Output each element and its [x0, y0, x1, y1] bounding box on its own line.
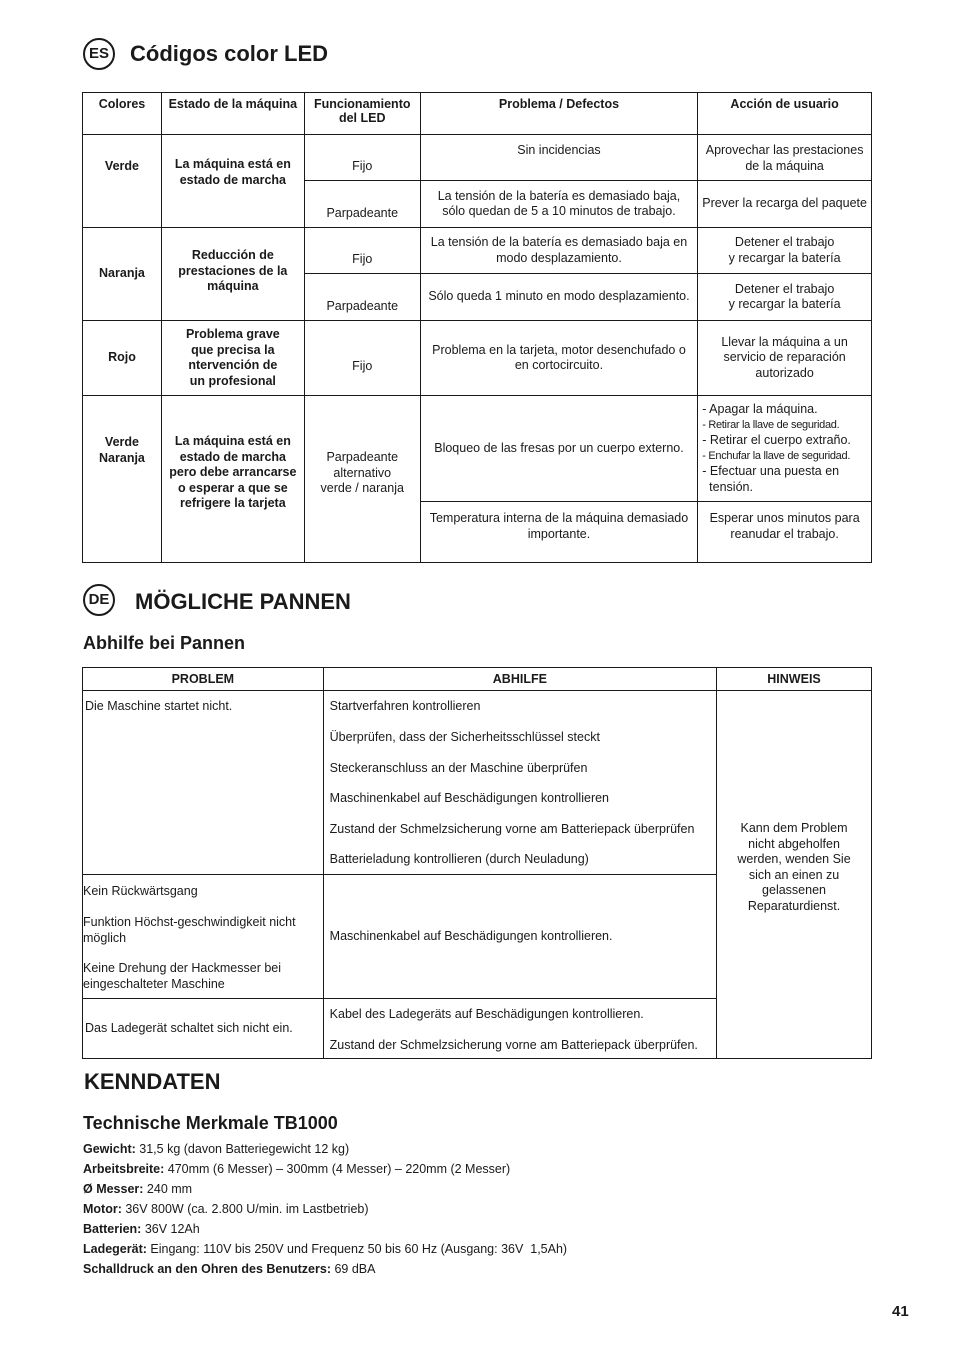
action-line: y recargar la batería: [728, 250, 841, 265]
spec-item: [83, 1261, 567, 1281]
spec-item: [83, 1221, 567, 1241]
column-header: Acción de usuario: [698, 93, 872, 135]
action-line: - Enchufar la llave de seguridad.: [702, 449, 851, 462]
problem-cell: [83, 999, 324, 1059]
action-line: tensión.: [702, 479, 753, 494]
remedy-cell: [323, 999, 716, 1059]
action-line: Detener el trabajo: [734, 235, 835, 249]
problem-cell: [83, 691, 324, 875]
action-line: - Apagar la máquina.: [702, 402, 818, 416]
action-cell: Aprovechar las prestaciones de la máquina: [698, 135, 872, 181]
action-cell: [698, 396, 872, 502]
state-cell: [161, 321, 304, 396]
table-header-row: [83, 93, 872, 135]
state-cell: La máquina está en estado de marcha pero debe arrancarse o esperar a que se refrigere la tarjeta: [161, 396, 304, 563]
spec-item: [83, 1181, 567, 1201]
action-cell: [698, 274, 872, 321]
spec-value: 69 dBA: [330, 1262, 376, 1276]
table-row: [83, 691, 872, 875]
remedy-cell: [323, 875, 716, 999]
spec-value: 36V 12Ah: [141, 1222, 200, 1236]
column-header: Funcionamiento del LED: [304, 93, 420, 135]
state-line: que precisa la: [191, 342, 275, 357]
spec-item: [83, 1241, 567, 1261]
led-code-table: [82, 92, 872, 563]
remedy-line: Maschinenkabel auf Beschädigungen kontrollieren: [329, 791, 610, 805]
spec-value: Eingang: 110V bis 250V und Frequenz 50 bis 60 Hz (Ausgang: 36V 1,5Ah): [146, 1242, 568, 1256]
color-line: Verde: [104, 435, 139, 449]
spec-list: [83, 1141, 567, 1281]
spec-label: Ø Messer:: [83, 1182, 144, 1196]
problem-cell: Temperatura interna de la máquina demasiado importante.: [420, 502, 698, 563]
hint-text: Kann dem Problem nicht abgeholfen werden, wenden Sie sich an einen zu gelassenen Reparaturdienst.: [737, 821, 851, 913]
problem-text: Funktion Höchst-geschwindigkeit nicht möglich: [83, 915, 296, 945]
table-row: [83, 321, 872, 396]
problem-cell: Sin incidencias: [420, 135, 698, 181]
color-line: Naranja: [99, 450, 145, 465]
action-cell: Llevar la máquina a un servicio de reparación autorizado: [698, 321, 872, 396]
led-line: alternativo: [333, 465, 392, 480]
remedy-line: Überprüfen, dass der Sicherheitsschlüssel steckt: [329, 730, 600, 744]
state-line: Problema grave: [185, 327, 280, 341]
spec-label: Arbeitsbreite:: [83, 1162, 165, 1176]
action-line: - Retirar el cuerpo extraño.: [702, 433, 851, 447]
page-number: 41: [892, 1303, 909, 1320]
spec-item: [83, 1161, 567, 1181]
remedy-line: Zustand der Schmelzsicherung vorne am Batteriepack überprüfen.: [329, 1038, 698, 1052]
led-cell: Fijo: [304, 321, 420, 396]
problem-cell: Bloqueo de las fresas por un cuerpo externo.: [420, 396, 698, 502]
led-line: verde / naranja: [320, 481, 404, 495]
spec-value: 36V 800W (ca. 2.800 U/min. im Lastbetrieb): [121, 1202, 369, 1216]
column-header: ABHILFE: [323, 668, 716, 691]
led-cell: Fijo: [304, 135, 420, 181]
remedy-line: Maschinenkabel auf Beschädigungen kontrollieren.: [329, 928, 613, 943]
column-header: HINWEIS: [717, 668, 872, 691]
table-row: [83, 396, 872, 502]
action-line: - Efectuar una puesta en: [702, 464, 840, 478]
section-title-led-codes: Códigos color LED: [130, 41, 328, 66]
section-subtitle-abhilfe: Abhilfe bei Pannen: [83, 633, 246, 653]
column-header: Estado de la máquina: [161, 93, 304, 135]
led-cell: Parpadeante: [304, 181, 420, 228]
problem-text: Kein Rückwärtsgang: [83, 884, 198, 898]
action-cell: Esperar unos minutos para reanudar el trabajo.: [698, 502, 872, 563]
problem-text: Die Maschine startet nicht.: [85, 699, 233, 713]
problem-cell: La tensión de la batería es demasiado baja, sólo quedan de 5 a 10 minutos de trabajo.: [420, 181, 698, 228]
spec-label: Schalldruck an den Ohren des Benutzers:: [83, 1262, 331, 1276]
problem-text: Das Ladegerät schaltet sich nicht ein.: [85, 1020, 293, 1035]
language-badge-de: DE: [83, 584, 115, 616]
spec-label: Ladegerät:: [83, 1242, 147, 1256]
state-cell: La máquina está en estado de marcha: [161, 135, 304, 228]
led-cell: Parpadeante: [304, 274, 420, 321]
problem-cell: Problema en la tarjeta, motor desenchufado o en cortocircuito.: [420, 321, 698, 396]
spec-value: 240 mm: [143, 1182, 193, 1196]
state-line: un profesional: [189, 373, 276, 388]
section-title-pannen: MÖGLICHE PANNEN: [135, 589, 351, 614]
led-cell: [304, 396, 420, 563]
spec-value: 470mm (6 Messer) – 300mm (4 Messer) – 220mm (2 Messer): [164, 1162, 511, 1176]
state-line: ntervención de: [188, 358, 278, 372]
led-line: Parpadeante: [326, 450, 399, 464]
action-cell: Prever la recarga del paquete: [698, 181, 872, 228]
column-header: Colores: [83, 93, 162, 135]
action-cell: [698, 228, 872, 274]
color-cell: Naranja: [83, 228, 162, 321]
hint-cell: [717, 691, 872, 1059]
table-header-row: [83, 668, 872, 691]
spec-label: Motor:: [83, 1202, 122, 1216]
problem-cell: La tensión de la batería es demasiado baja en modo desplazamiento.: [420, 228, 698, 274]
spec-item: [83, 1141, 567, 1161]
problem-text: Keine Drehung der Hackmesser bei eingeschalteter Maschine: [83, 961, 282, 991]
table-row: [83, 135, 872, 181]
state-cell: Reducción de prestaciones de la máquina: [161, 228, 304, 321]
column-header: Problema / Defectos: [420, 93, 698, 135]
color-cell: [83, 396, 162, 563]
remedy-line: Kabel des Ladegeräts auf Beschädigungen kontrollieren.: [329, 1007, 644, 1021]
section-title-kenndaten: KENNDATEN: [84, 1069, 221, 1094]
language-badge-es: ES: [83, 38, 115, 70]
color-cell: Verde: [83, 135, 162, 228]
table-row: [83, 228, 872, 274]
spec-label: Batterien:: [83, 1222, 142, 1236]
column-header: PROBLEM: [83, 668, 324, 691]
remedy-line: Startverfahren kontrollieren: [329, 699, 481, 713]
action-line: Detener el trabajo: [734, 281, 835, 296]
spec-item: [83, 1201, 567, 1221]
problem-cell: Sólo queda 1 minuto en modo desplazamiento.: [420, 274, 698, 321]
section-subtitle-merkmale: Technische Merkmale TB1000: [83, 1113, 338, 1133]
led-cell: Fijo: [304, 228, 420, 274]
spec-label: Gewicht:: [83, 1142, 136, 1156]
problem-cell: [83, 875, 324, 999]
remedy-line: Steckeranschluss an der Maschine überprüfen: [329, 761, 588, 775]
remedy-cell: [323, 691, 716, 875]
remedy-line: Zustand der Schmelzsicherung vorne am Batteriepack überprüfen: [329, 822, 695, 836]
spec-value: 31,5 kg (davon Batteriegewicht 12 kg): [135, 1142, 350, 1156]
action-line: y recargar la batería: [728, 297, 841, 311]
troubleshooting-table: [82, 667, 872, 1059]
remedy-line: Batterieladung kontrollieren (durch Neuladung): [329, 852, 589, 866]
action-line: - Retirar la llave de seguridad.: [702, 418, 840, 431]
color-cell: Rojo: [83, 321, 162, 396]
